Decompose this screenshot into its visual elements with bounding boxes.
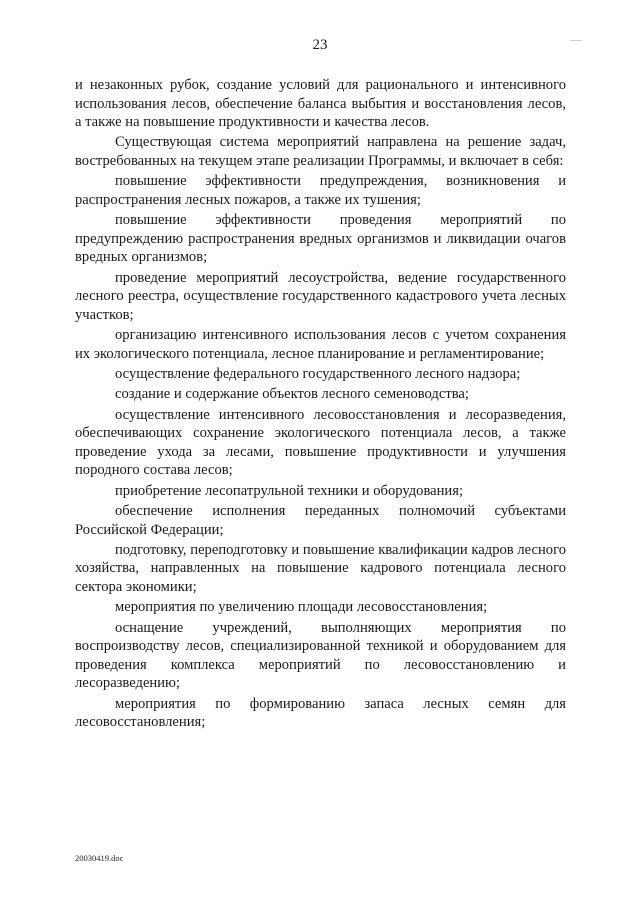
- paragraph-continuation: и незаконных рубок, создание условий для рационального и интенсивного использования лесов, обеспечение баланса выбытия и восстановления лесов, а также на повышение продуктивности и качества лесов.: [75, 77, 566, 131]
- list-item-seed-stock: мероприятия по формированию запаса лесных семян для лесовосстановления;: [75, 695, 566, 731]
- file-name-footer: 20030419.doc: [75, 853, 124, 863]
- list-item-reforestation: осуществление интенсивного лесовосстановления и лесоразведения, обеспечивающих сохранение экологического потенциала лесов, а также проведение ухода за лесами, повышение продуктивности и улучшения породного состава лесов;: [75, 406, 566, 479]
- list-item-intensive-use: организацию интенсивного использования лесов с учетом сохранения их экологического потенциала, лесное планирование и регламентирование;: [75, 327, 566, 362]
- list-item-staff-training: подготовку, переподготовку и повышение квалификации кадров лесного хозяйства, направленных на повышение кадрового потенциала лесного сектора экономики;: [75, 541, 566, 595]
- list-item-equipping-institutions: оснащение учреждений, выполняющих мероприятия по воспроизводству лесов, специализированной техникой и оборудованием для проведения комплекса мероприятий по лесовосстановлению и лесоразведению;: [75, 619, 566, 692]
- list-item-reforestation-area: мероприятия по увеличению площади лесовосстановления;: [115, 599, 488, 616]
- list-item-seed-objects: создание и содержание объектов лесного семеноводства;: [115, 386, 469, 403]
- list-item-delegated-powers: обеспечение исполнения переданных полномочий субъектами Российской Федерации;: [75, 502, 566, 538]
- document-body: [75, 76, 566, 734]
- page-number: 23: [312, 37, 328, 53]
- list-item-forest-management: проведение мероприятий лесоустройства, ведение государственного лесного реестра, осуществление государственного кадастрового учета лесных участков;: [75, 269, 566, 323]
- list-item-pest-prevention: повышение эффективности проведения мероприятий по предупреждению распространения вредных организмов и ликвидации очагов вредных организмов;: [75, 212, 566, 266]
- list-item-patrol-equipment: приобретение лесопатрульной техники и оборудования;: [115, 482, 464, 499]
- paragraph-intro: Существующая система мероприятий направлена на решение задач, востребованных на текущем этапе реализации Программы, и включает в себя:: [75, 134, 566, 170]
- list-item-fire-prevention: повышение эффективности предупреждения, возникновения и распространения лесных пожаров, а также их тушения;: [75, 173, 566, 208]
- list-item-federal-supervision: осуществление федерального государственного лесного надзора;: [115, 366, 521, 383]
